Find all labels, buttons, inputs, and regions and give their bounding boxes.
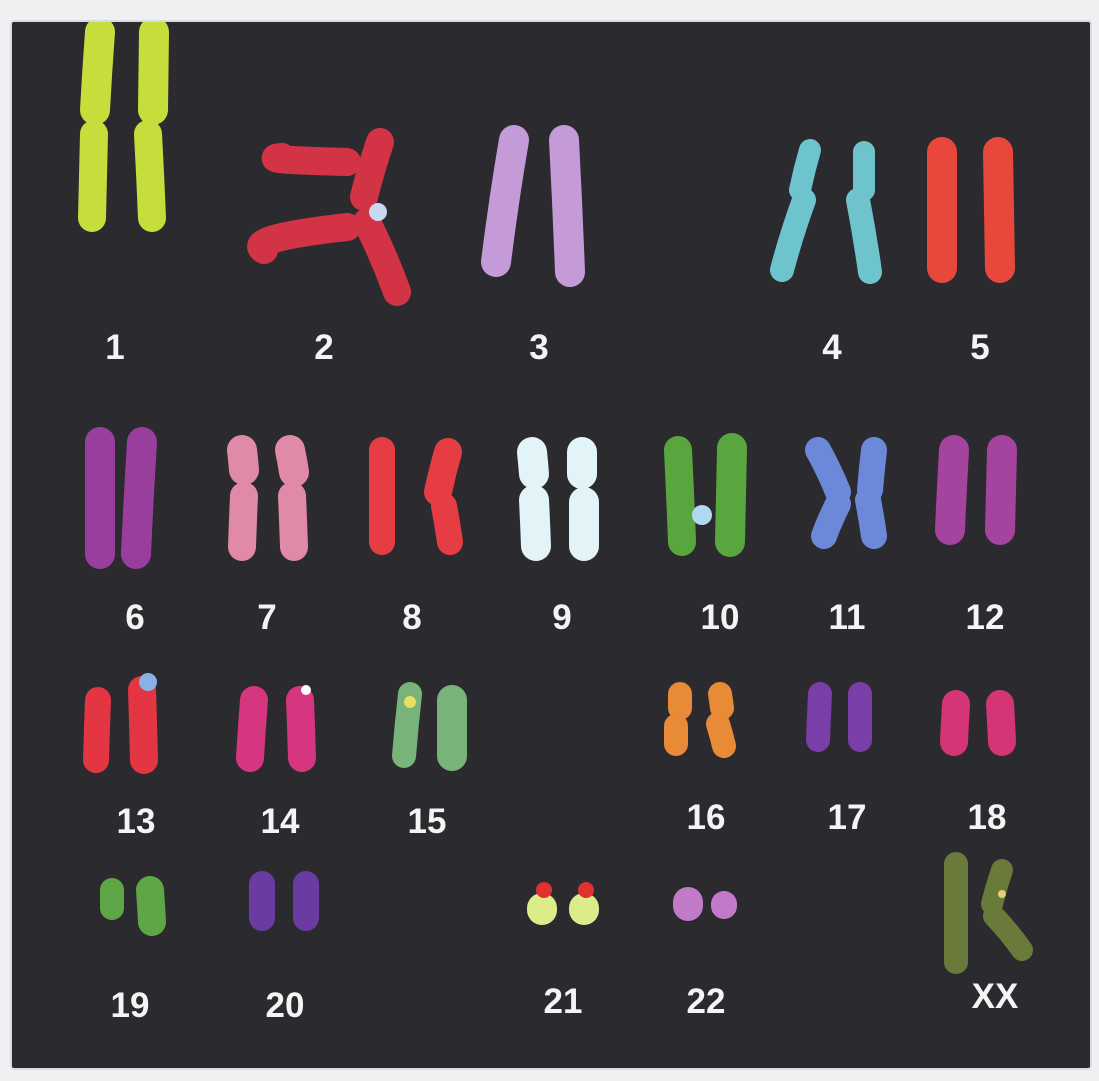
chromosome-6-b <box>136 442 142 554</box>
chromosome-11-b <box>870 450 874 490</box>
chromosome-1-a <box>95 32 100 110</box>
chromosome-14-b <box>300 700 302 758</box>
chromosome-label-3: 3 <box>529 328 549 367</box>
chromosome-label-4: 4 <box>822 328 842 367</box>
chromosome-18-b <box>1000 704 1002 742</box>
karyotype-image <box>12 22 1090 1068</box>
chromosome-7-b <box>292 496 294 547</box>
chromosome-label-5: 5 <box>970 328 990 367</box>
karyotype-photo <box>12 22 1090 1068</box>
chromosome-9-a <box>534 500 536 546</box>
chromosome-label-12: 12 <box>965 598 1005 637</box>
chromosome-label-7: 7 <box>257 598 277 637</box>
chromosome-2-a <box>261 227 347 250</box>
chromosome-label-8: 8 <box>402 598 422 637</box>
chromosome-marker-spot-6 <box>301 685 311 695</box>
chromosome-label-18: 18 <box>967 798 1007 837</box>
chromosome-1-b <box>153 32 154 110</box>
chromosome-label-10: 10 <box>700 598 740 637</box>
chromosome-4-a <box>800 150 810 190</box>
chromosome-12-a <box>950 450 954 530</box>
chromosome-2-b <box>367 222 397 292</box>
chromosome-11-b <box>868 500 874 536</box>
chromosome-13-a <box>96 700 98 760</box>
chromosome-7-a <box>242 450 244 470</box>
chromosome-18-a <box>954 704 956 742</box>
chromosome-label-11: 11 <box>828 598 866 637</box>
chromosome-3-b <box>564 140 570 272</box>
chromosome-14-a <box>250 700 254 758</box>
chromosome-4-b <box>858 200 870 272</box>
chromosome-12-b <box>1000 450 1002 530</box>
chromosome-7-a <box>242 496 244 547</box>
chromosome-4-a <box>782 200 804 270</box>
chromosome-XX-b <box>992 870 1002 904</box>
chromosome-label-6: 6 <box>125 598 145 637</box>
chromosome-10-b <box>730 448 732 542</box>
chromosome-8-b <box>438 452 448 492</box>
chromosome-2-b <box>364 142 380 197</box>
chromosome-2-a <box>276 157 347 162</box>
chromosome-7-b <box>290 450 294 472</box>
chromosome-label-20: 20 <box>265 986 305 1025</box>
chromosome-label-13: 13 <box>116 802 156 841</box>
chromosome-17-a <box>818 694 820 740</box>
chromosome-label-XX: XX <box>971 977 1019 1016</box>
chromosome-XX-b <box>994 916 1022 950</box>
chromosome-marker-spot-1 <box>692 505 712 525</box>
chromosome-19-b <box>150 890 152 922</box>
chromosome-label-17: 17 <box>827 798 867 837</box>
chromosome-label-14: 14 <box>260 802 300 841</box>
chromosome-1-b <box>148 134 152 218</box>
chromosome-label-15: 15 <box>407 802 447 841</box>
chromosome-marker-spot-2 <box>139 673 157 691</box>
chromosome-label-1: 1 <box>105 328 125 367</box>
chromosome-9-a <box>532 452 534 474</box>
chromosome-11-a <box>818 450 838 492</box>
chromosome-1-a <box>92 134 94 218</box>
chromosome-16-b <box>720 694 722 708</box>
chromosome-label-22: 22 <box>686 982 726 1021</box>
chromosome-13-b <box>142 690 144 760</box>
chromosome-8-b <box>444 506 450 542</box>
chromosome-11-a <box>824 504 838 536</box>
chromosome-16-b <box>718 724 724 746</box>
chromosome-label-16: 16 <box>686 798 726 837</box>
chromosome-10-a <box>678 450 682 542</box>
chromosome-marker-spot-7 <box>998 890 1006 898</box>
chromosome-label-2: 2 <box>314 328 334 367</box>
chromosome-marker-spot-0 <box>369 203 387 221</box>
chromosome-3-a <box>496 140 514 262</box>
chromosome-label-21: 21 <box>543 982 583 1021</box>
chromosome-5-b <box>998 152 1000 268</box>
chromosome-label-9: 9 <box>552 598 572 637</box>
chromosome-marker-spot-4 <box>536 882 552 898</box>
chromosome-marker-spot-5 <box>578 882 594 898</box>
chromosome-label-19: 19 <box>110 986 150 1025</box>
chromosome-marker-spot-3 <box>404 696 416 708</box>
